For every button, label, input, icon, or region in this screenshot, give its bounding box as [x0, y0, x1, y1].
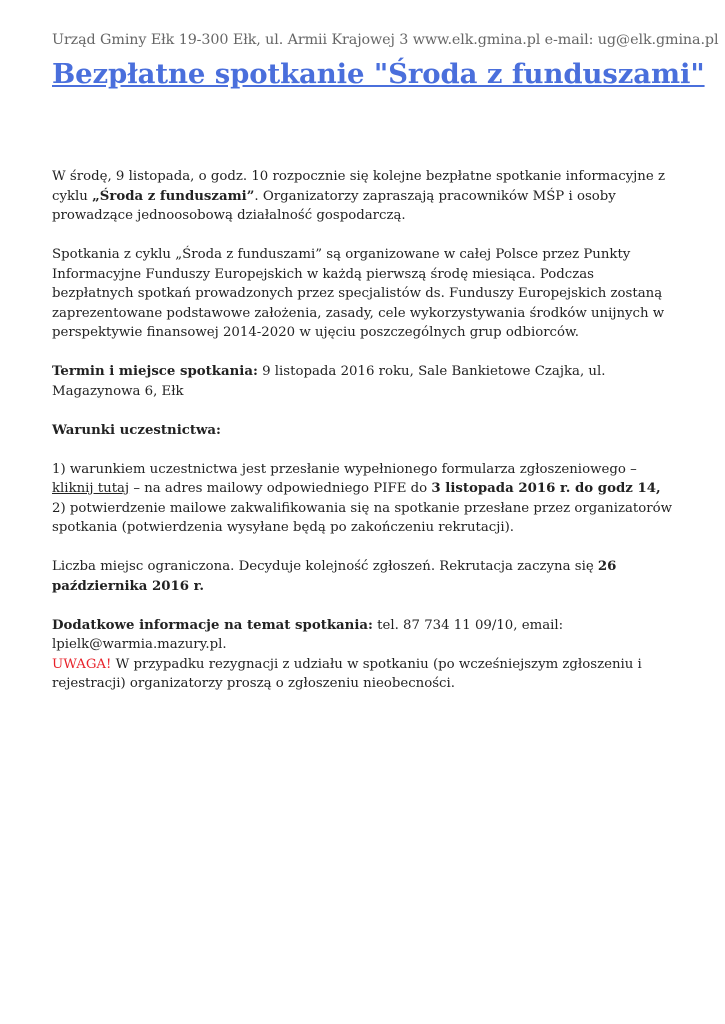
form-link[interactable]: kliknij tutaj	[52, 481, 130, 496]
condition-1-text-b: – na adres mailowy odpowiedniego PIFE do	[129, 481, 432, 496]
warning-label: UWAGA!	[52, 656, 112, 672]
recruitment-paragraph	[52, 557, 676, 596]
intro-text-b: . Organizatorzy zapraszają pracowników MŚP i osoby prowadzące jednoosobową działalność gospodarczą.	[52, 188, 616, 223]
conditions-heading	[52, 421, 676, 441]
recruitment-date: 26 października 2016 r.	[52, 559, 617, 594]
description-paragraph: Spotkania z cyklu „Środa z funduszami” są organizowane w całej Polsce przez Punkty Informacyjne Funduszy Europejskich w każdą pierwszą środę miesiąca. Podczas bezpłatnych spotkań prowadzonych przez specjalistów ds. Funduszy Europejskich zostaną zaprezentowane podstawowe założenia, zasady, cele wykorzystywania środków unijnych w perspektywie finansowej 2014-2020 w ujęciu poszczególnych grup odbiorców.	[52, 247, 665, 340]
article-title[interactable]: Bezpłatne spotkanie "Środa z funduszami"	[52, 58, 705, 90]
date-place-label: Termin i miejsce spotkania:	[52, 364, 258, 379]
warning-text: W przypadku rezygnacji z udziału w spotkaniu (po wcześniejszym zgłoszeniu i rejestracji) organizatorzy proszą o zgłoszeniu nieobecności.	[52, 656, 642, 691]
info-label: Dodatkowe informacje na temat spotkania:	[52, 617, 373, 633]
conditions-paragraph	[52, 460, 676, 538]
condition-1-deadline: 3 listopada 2016 r. do godz 14,	[431, 481, 661, 496]
header-contact-line: Urząd Gminy Ełk 19-300 Ełk, ul. Armii Krajowej 3 www.elk.gmina.pl e-mail: ug@elk.gmina.pl	[52, 32, 719, 48]
date-place-text: 9 listopada 2016 roku, Sale Bankietowe Czajka, ul. Magazynowa 6, Ełk	[52, 364, 606, 399]
intro-text-a: W środę, 9 listopada, o godz. 10 rozpocznie się kolejne bezpłatne spotkanie informacyjne z cyklu	[52, 169, 665, 204]
article-body	[52, 167, 676, 713]
intro-cycle-name: „Środa z funduszami”	[92, 188, 255, 204]
conditions-heading-text: Warunki uczestnictwa:	[52, 422, 221, 438]
date-place-paragraph	[52, 362, 676, 401]
recruitment-text: Liczba miejsc ograniczona. Decyduje kolejność zgłoszeń. Rekrutacja zaczyna się	[52, 559, 598, 574]
info-contact-text: tel. 87 734 11 09/10, email: lpielk@warmia.mazury.pl.	[52, 617, 564, 652]
intro-paragraph	[52, 167, 676, 226]
condition-1-text-a: 1) warunkiem uczestnictwa jest przesłanie wypełnionego formularza zgłoszeniowego –	[52, 461, 637, 477]
condition-2-text: 2) potwierdzenie mailowe zakwalifikowania się na spotkanie przesłane przez organizatorów spotkania (potwierdzenia wysyłane będą po zakończeniu rekrutacji).	[52, 500, 672, 535]
info-paragraph	[52, 616, 676, 694]
